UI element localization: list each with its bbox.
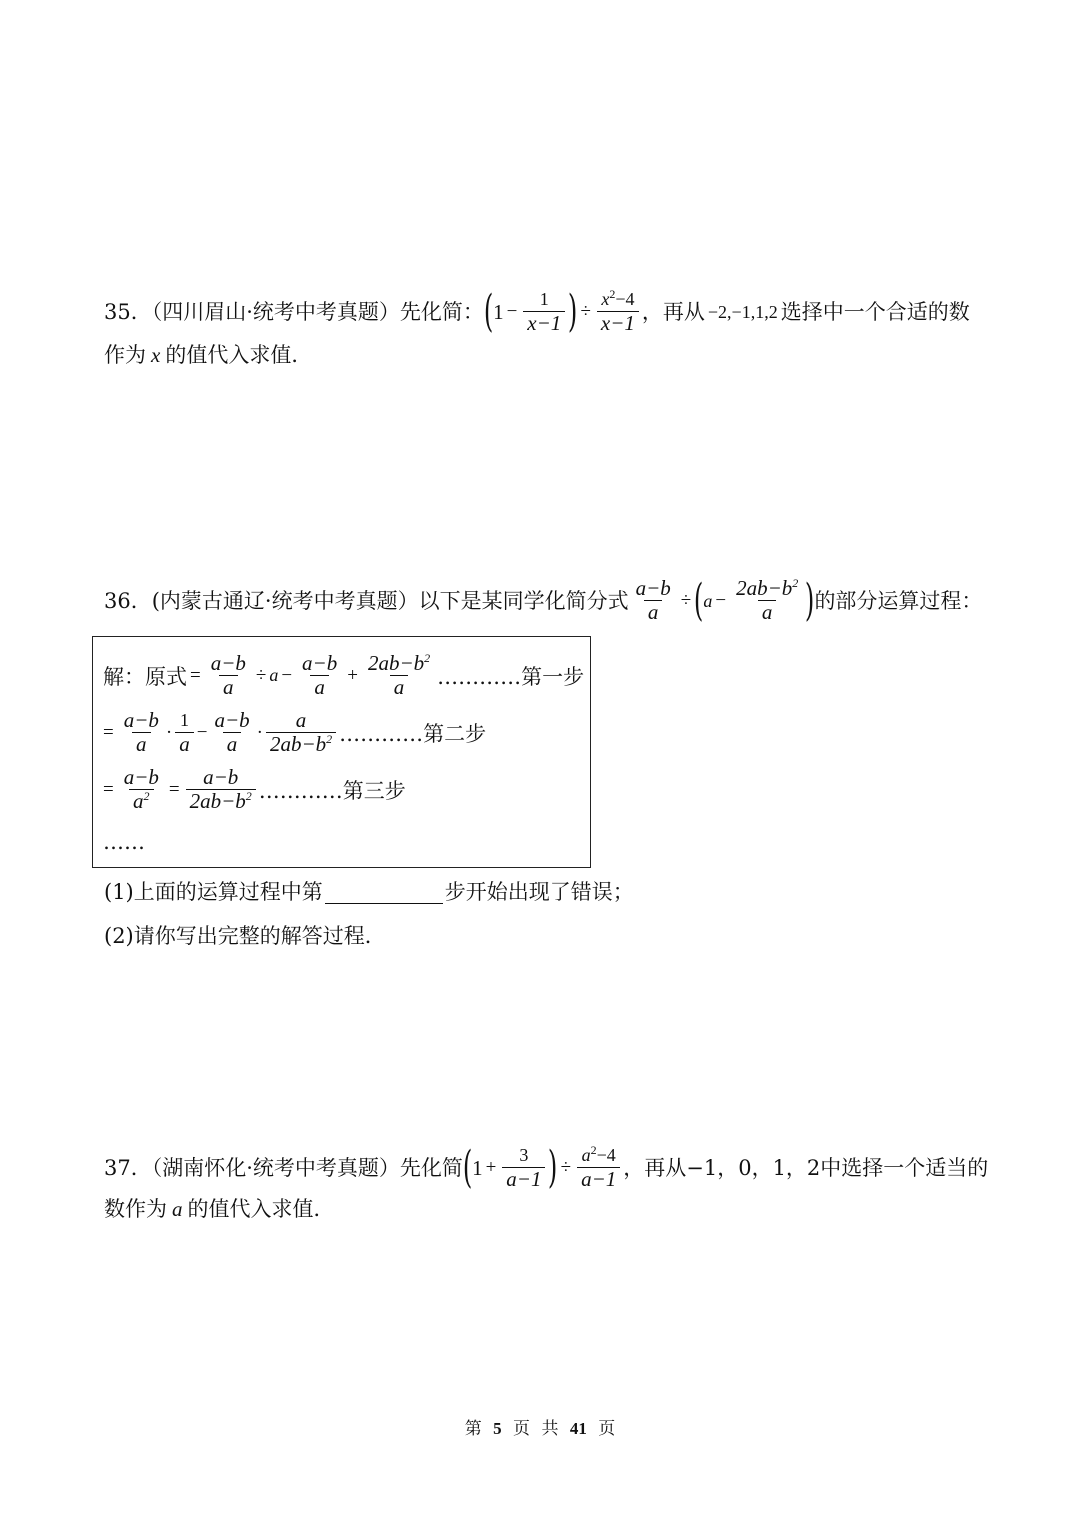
box-l3-frac1-den-text: a bbox=[133, 789, 144, 813]
q37-frac2-var: a bbox=[581, 1145, 591, 1165]
box-l2-frac3 bbox=[210, 709, 253, 756]
q35-frac1-den: x−1 bbox=[523, 311, 565, 335]
right-paren-icon: ) bbox=[805, 574, 815, 626]
q37-frac2-sup: 2 bbox=[590, 1143, 597, 1157]
q35-values: −2,−1,1,2 bbox=[707, 301, 778, 322]
box-l2-frac2 bbox=[175, 709, 194, 756]
box-l2-minus: − bbox=[196, 721, 208, 743]
box-l1-frac1-den: a bbox=[219, 675, 238, 699]
box-l1-div: ÷ bbox=[255, 664, 267, 686]
q37-tail2: 中选择一个适当的 bbox=[820, 1155, 989, 1180]
q35-label: 35．（四川眉山·统考中考真题）先化简： bbox=[104, 299, 484, 324]
box-l3-eq: = bbox=[103, 778, 114, 800]
footer-total: 41 bbox=[569, 1419, 587, 1438]
q37-var: a bbox=[172, 1197, 183, 1221]
box-l1-step: …………第一步 bbox=[437, 664, 585, 689]
q35-frac1 bbox=[523, 288, 565, 335]
q36-frac1-num: a−b bbox=[635, 576, 671, 600]
box-l1-frac3-den: a bbox=[390, 675, 409, 699]
q35-frac2-tail: −4 bbox=[615, 289, 635, 309]
q37-values: −1，0，1，2 bbox=[686, 1155, 821, 1180]
box-l1-prefix: 解：原式 bbox=[103, 664, 187, 689]
q37-frac1 bbox=[502, 1144, 545, 1191]
q37-frac2-num bbox=[578, 1144, 620, 1167]
q36-frac1-den: a bbox=[644, 600, 663, 624]
q37-one: 1 bbox=[472, 1155, 483, 1180]
box-l2-frac4-num: a bbox=[295, 708, 307, 732]
q35-frac2-var: x bbox=[601, 289, 610, 309]
box-l3-frac2 bbox=[186, 766, 256, 813]
q36-part1-a: (1)上面的运算过程中第 bbox=[104, 880, 323, 904]
q37-label: 37．（湖南怀化·统考中考真题）先化简 bbox=[104, 1155, 463, 1180]
q35-line2-b: 的值代入求值． bbox=[165, 343, 313, 367]
box-line3 bbox=[103, 766, 406, 813]
q36-line1 bbox=[104, 574, 983, 626]
box-l2-frac4-den-text: 2ab−b bbox=[269, 732, 327, 756]
box-l1-minus: − bbox=[281, 664, 293, 686]
q36-a: a bbox=[703, 590, 713, 611]
box-l3-frac2-num: a−b bbox=[203, 765, 239, 789]
box-l4: …… bbox=[103, 830, 145, 854]
q36-frac2 bbox=[732, 577, 802, 624]
box-l1-frac3-num-text: 2ab−b bbox=[367, 651, 425, 675]
q35-div: ÷ bbox=[580, 300, 591, 322]
q35-line2-a: 作为 bbox=[104, 343, 146, 367]
box-l2-dot1: · bbox=[165, 721, 173, 743]
box-l2-frac4-sup: 2 bbox=[326, 732, 333, 746]
q36-frac1 bbox=[632, 577, 675, 624]
box-l1-frac2-den: a bbox=[310, 675, 329, 699]
footer-d: 页 bbox=[598, 1419, 616, 1439]
q35-tail2: 选择中一个合适的数 bbox=[780, 299, 970, 324]
box-l3-frac1-sup: 2 bbox=[143, 789, 150, 803]
box-l2-frac1-num: a−b bbox=[123, 708, 159, 732]
box-l2-frac4-den bbox=[266, 732, 336, 756]
box-l1-frac3-num bbox=[364, 652, 434, 675]
q35-line2 bbox=[104, 340, 980, 370]
box-line2 bbox=[103, 709, 486, 756]
q36-minus: − bbox=[715, 589, 727, 611]
box-l3-frac2-den-text: 2ab−b bbox=[189, 789, 246, 813]
right-paren-icon: ) bbox=[568, 285, 578, 337]
q36-label: 36．(内蒙古通辽·统考中考真题）以下是某同学化简分式 bbox=[104, 588, 629, 613]
box-l3-frac1 bbox=[120, 766, 163, 813]
answer-blank[interactable] bbox=[325, 881, 443, 904]
q36-div: ÷ bbox=[680, 589, 692, 611]
q36-frac2-den: a bbox=[758, 600, 777, 624]
q37-frac1-num: 3 bbox=[519, 1145, 529, 1165]
box-l2-step: …………第二步 bbox=[339, 721, 487, 746]
q37-line2 bbox=[104, 1194, 980, 1224]
q37-line2-b: 的值代入求值． bbox=[187, 1197, 335, 1221]
page-footer bbox=[0, 1414, 1080, 1439]
q36-part2 bbox=[104, 921, 980, 951]
box-l2-frac2-num: 1 bbox=[179, 710, 189, 730]
box-l1-frac1 bbox=[207, 652, 250, 699]
footer-a: 第 bbox=[464, 1419, 482, 1439]
box-l3-frac1-den bbox=[129, 789, 154, 813]
q36-frac2-sup: 2 bbox=[792, 576, 799, 590]
q36-frac2-num bbox=[732, 577, 802, 600]
q35-frac1-num: 1 bbox=[539, 289, 549, 309]
q37-frac2-den: a−1 bbox=[577, 1167, 620, 1191]
left-paren-icon: ( bbox=[694, 574, 704, 626]
q35-var: x bbox=[151, 343, 161, 367]
q37-frac1-den: a−1 bbox=[502, 1167, 545, 1191]
box-l1-eq: = bbox=[190, 664, 201, 686]
q37-line2-a: 数作为 bbox=[104, 1197, 167, 1221]
q37-tail: ，再从 bbox=[623, 1155, 687, 1180]
q36-part1-b: 步开始出现了错误； bbox=[444, 880, 634, 904]
box-l3-frac2-den bbox=[186, 789, 256, 813]
q35-tail: ，再从 bbox=[641, 299, 705, 324]
box-l1-frac3 bbox=[364, 652, 434, 699]
box-l3-frac1-num: a−b bbox=[123, 765, 159, 789]
box-l1-frac2-num: a−b bbox=[302, 651, 338, 675]
box-l2-eq: = bbox=[103, 721, 114, 743]
q36-part2-text: (2)请你写出完整的解答过程． bbox=[104, 924, 386, 948]
q35-frac2-num bbox=[597, 288, 638, 311]
q35-frac2 bbox=[597, 288, 639, 335]
box-l1-plus: + bbox=[347, 664, 358, 686]
box-l2-frac1 bbox=[120, 709, 163, 756]
q35-frac2-den: x−1 bbox=[597, 311, 639, 335]
q36-tail: 的部分运算过程： bbox=[814, 588, 983, 613]
box-l3-eq2: = bbox=[168, 778, 180, 800]
q36-part1 bbox=[104, 877, 980, 907]
q35-line1 bbox=[104, 285, 980, 337]
box-line4 bbox=[103, 830, 145, 854]
q37-frac2-tail: −4 bbox=[596, 1145, 616, 1165]
q35-minus: − bbox=[506, 300, 518, 322]
footer-page: 5 bbox=[493, 1419, 502, 1438]
q36-frac2-num-text: 2ab−b bbox=[736, 576, 793, 600]
box-l2-dot2: · bbox=[256, 721, 263, 743]
q37-frac2 bbox=[577, 1144, 620, 1191]
q35-frac2-sup: 2 bbox=[609, 287, 616, 301]
left-paren-icon: ( bbox=[462, 1141, 473, 1193]
right-paren-icon: ) bbox=[548, 1141, 558, 1193]
q37-div: ÷ bbox=[560, 1156, 572, 1178]
box-l2-frac3-num: a−b bbox=[214, 708, 250, 732]
box-l2-frac3-den: a bbox=[223, 732, 242, 756]
box-l3-step: …………第三步 bbox=[258, 778, 406, 803]
footer-c: 共 bbox=[541, 1419, 559, 1439]
box-l1-frac1-num: a−b bbox=[210, 651, 246, 675]
box-l3-frac2-sup: 2 bbox=[245, 789, 252, 803]
box-l2-frac4 bbox=[266, 709, 336, 756]
box-l1-frac2 bbox=[298, 652, 341, 699]
box-line1 bbox=[103, 652, 584, 699]
q35-one: 1 bbox=[493, 299, 504, 324]
left-paren-icon: ( bbox=[483, 285, 494, 337]
box-l1-a: a bbox=[269, 665, 279, 685]
q37-plus: + bbox=[485, 1156, 497, 1178]
footer-b: 页 bbox=[513, 1419, 531, 1439]
box-l2-frac1-den: a bbox=[132, 732, 151, 756]
box-l1-frac3-sup: 2 bbox=[424, 651, 431, 665]
q37-line1 bbox=[104, 1141, 989, 1193]
box-l2-frac2-den: a bbox=[175, 732, 194, 756]
